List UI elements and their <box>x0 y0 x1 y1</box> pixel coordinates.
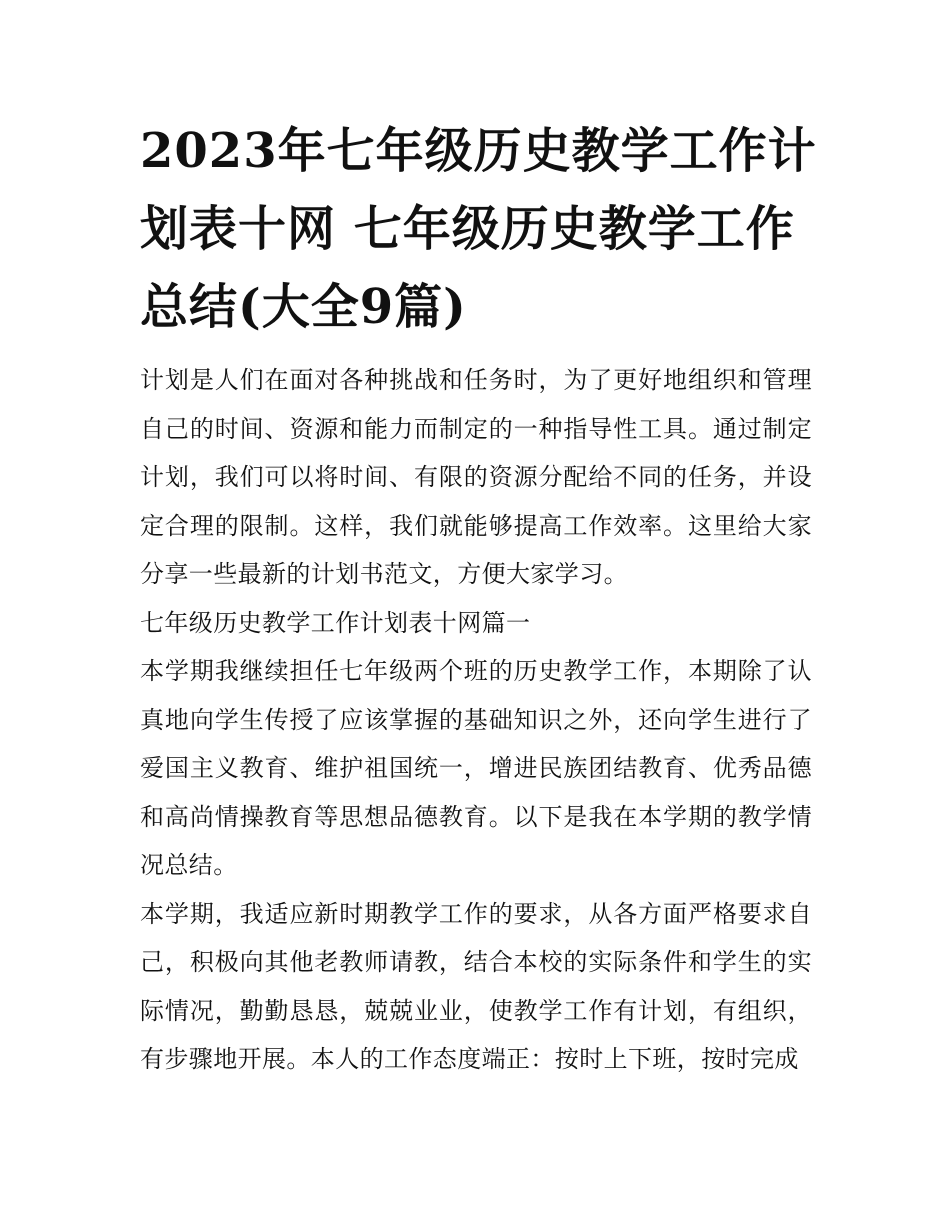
body-paragraph: 本学期，我适应新时期教学工作的要求，从各方面严格要求自己，积极向其他老教师请教，结合本校的实际条件和学生的实际情况，勤勤恳恳，兢兢业业，使教学工作有计划，有组织，有步骤地开展。本人的工作态度端正：按时上下班，按时完成 <box>140 899 812 1073</box>
section-heading: 七年级历史教学工作计划表十网篇一 <box>140 608 531 637</box>
document-title: 2023年七年级历史教学工作计划表十网 七年级历史教学工作总结(大全9篇) <box>140 123 817 335</box>
body-paragraph: 本学期我继续担任七年级两个班的历史教学工作，本期除了认真地向学生传授了应该掌握的基础知识之外，还向学生进行了爱国主义教育、维护祖国统一，增进民族团结教育、优秀品德和高尚情操教育等思想品德教育。以下是我在本学期的教学情况总结。 <box>140 657 812 879</box>
document-body <box>140 356 812 1084</box>
intro-paragraph: 计划是人们在面对各种挑战和任务时，为了更好地组织和管理自己的时间、资源和能力而制定的一种指导性工具。通过制定计划，我们可以将时间、有限的资源分配给不同的任务，并设定合理的限制。这样，我们就能够提高工作效率。这里给大家分享一些最新的计划书范文，方便大家学习。 <box>140 366 812 588</box>
